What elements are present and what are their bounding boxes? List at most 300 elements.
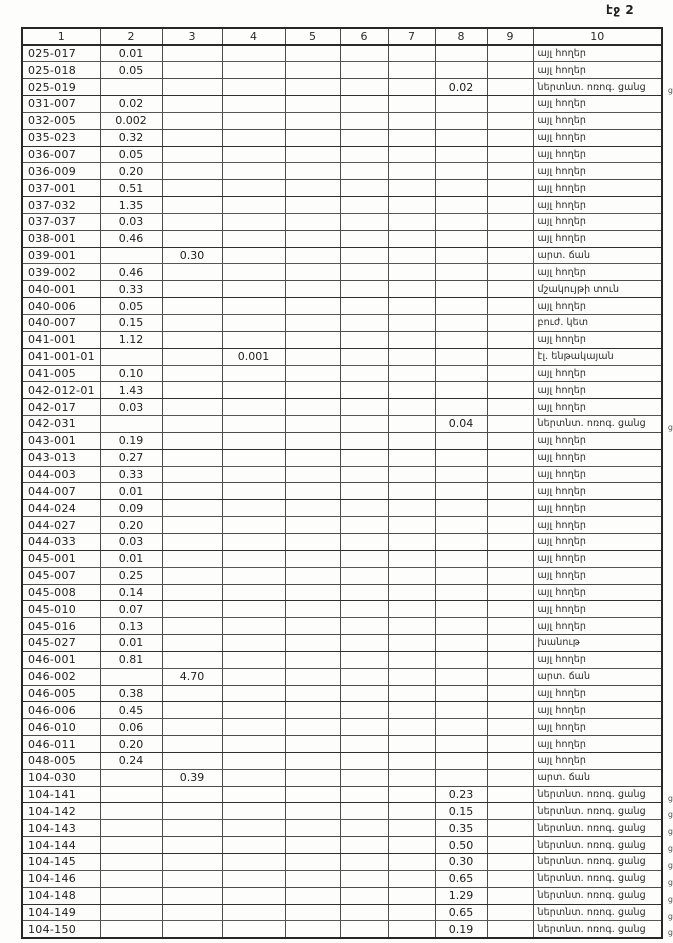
- cell-c8: [435, 601, 487, 618]
- cell-c5: [285, 601, 340, 618]
- cell-c1: 104-144: [22, 837, 100, 854]
- cell-c6: [340, 416, 388, 433]
- cell-c10: ներտնտ. ոռոգ. ցանց ց: [533, 904, 662, 921]
- table-row: [22, 348, 662, 365]
- cell-c6: [340, 786, 388, 803]
- cell-c9: [487, 449, 533, 466]
- cell-c2: 0.03: [100, 213, 162, 230]
- cell-c6: [340, 769, 388, 786]
- table-row: [22, 432, 662, 449]
- cell-c9: [487, 365, 533, 382]
- header-row: [22, 28, 662, 45]
- cell-c9: [487, 618, 533, 635]
- cell-c4: [222, 298, 285, 315]
- cell-c2: 0.01: [100, 635, 162, 652]
- cell-c7: [388, 416, 435, 433]
- cell-c1: 025-019: [22, 79, 100, 96]
- cell-c5: [285, 904, 340, 921]
- cell-c6: [340, 533, 388, 550]
- cell-c6: [340, 803, 388, 820]
- column-header: 10: [533, 28, 662, 45]
- cell-c1: 025-018: [22, 62, 100, 79]
- cell-c10: այլ հողեր: [533, 500, 662, 517]
- cell-c6: [340, 921, 388, 938]
- cell-c6: [340, 79, 388, 96]
- cell-c2: 0.06: [100, 719, 162, 736]
- cell-c8: [435, 769, 487, 786]
- cell-c5: [285, 837, 340, 854]
- table-row: [22, 584, 662, 601]
- cell-c9: [487, 820, 533, 837]
- cell-c2: 0.33: [100, 466, 162, 483]
- cell-c6: [340, 230, 388, 247]
- cell-c6: [340, 348, 388, 365]
- cell-c7: [388, 635, 435, 652]
- cell-c7: [388, 887, 435, 904]
- cell-c4: [222, 96, 285, 113]
- cell-c3: [162, 449, 222, 466]
- cell-c3: [162, 146, 222, 163]
- table-row: [22, 466, 662, 483]
- cell-c5: [285, 197, 340, 214]
- cell-c6: [340, 752, 388, 769]
- cell-c5: [285, 298, 340, 315]
- cell-c5: [285, 854, 340, 871]
- cell-c3: [162, 112, 222, 129]
- cell-c1: 039-001: [22, 247, 100, 264]
- cell-c3: [162, 45, 222, 62]
- cell-c3: 0.39: [162, 769, 222, 786]
- cell-c3: [162, 500, 222, 517]
- column-header: 1: [22, 28, 100, 45]
- cell-c9: [487, 668, 533, 685]
- table-row: [22, 736, 662, 753]
- cell-c8: [435, 264, 487, 281]
- cell-c2: 0.09: [100, 500, 162, 517]
- cell-c8: [435, 449, 487, 466]
- cell-c10: այլ հողեր: [533, 432, 662, 449]
- cell-c3: [162, 685, 222, 702]
- cell-c3: [162, 230, 222, 247]
- cell-c7: [388, 62, 435, 79]
- cell-c2: 1.12: [100, 331, 162, 348]
- cell-c3: [162, 786, 222, 803]
- cell-c5: [285, 921, 340, 938]
- cell-c9: [487, 129, 533, 146]
- cell-c1: 037-032: [22, 197, 100, 214]
- cell-c8: [435, 483, 487, 500]
- cell-c2: 0.14: [100, 584, 162, 601]
- cell-c9: [487, 281, 533, 298]
- table-row: [22, 635, 662, 652]
- cell-c1: 040-001: [22, 281, 100, 298]
- cell-c5: [285, 668, 340, 685]
- cell-c1: 046-001: [22, 651, 100, 668]
- cell-c10: այլ հողեր: [533, 230, 662, 247]
- cell-c10: այլ հողեր: [533, 331, 662, 348]
- cell-c7: [388, 567, 435, 584]
- cell-c1: 046-011: [22, 736, 100, 753]
- cell-c10: այլ հողեր: [533, 550, 662, 567]
- cell-c3: [162, 584, 222, 601]
- cell-c3: [162, 870, 222, 887]
- cell-c6: [340, 500, 388, 517]
- cell-c10: այլ հողեր: [533, 449, 662, 466]
- cell-c7: [388, 112, 435, 129]
- cell-c9: [487, 904, 533, 921]
- cell-c8: 1.29: [435, 887, 487, 904]
- table-row: [22, 298, 662, 315]
- cell-c3: [162, 315, 222, 332]
- cell-c9: [487, 651, 533, 668]
- cell-c5: [285, 331, 340, 348]
- cell-c9: [487, 769, 533, 786]
- cell-c4: [222, 904, 285, 921]
- cell-c1: 046-010: [22, 719, 100, 736]
- cell-c2: [100, 837, 162, 854]
- cell-c8: [435, 146, 487, 163]
- cell-c10: այլ հողեր: [533, 62, 662, 79]
- cell-c9: [487, 163, 533, 180]
- cell-c5: [285, 736, 340, 753]
- table-row: [22, 365, 662, 382]
- cell-c5: [285, 432, 340, 449]
- cell-c3: [162, 163, 222, 180]
- cell-c7: [388, 247, 435, 264]
- cell-c2: 0.25: [100, 567, 162, 584]
- cell-c8: [435, 163, 487, 180]
- table-row: [22, 331, 662, 348]
- cell-c10: մշակույթի տուն: [533, 281, 662, 298]
- cell-c4: [222, 803, 285, 820]
- cell-c10: այլ հողեր: [533, 264, 662, 281]
- cell-c3: [162, 550, 222, 567]
- table-row: [22, 803, 662, 820]
- table-row: [22, 315, 662, 332]
- cell-c4: [222, 719, 285, 736]
- cell-c3: [162, 264, 222, 281]
- cell-c3: [162, 483, 222, 500]
- cell-c8: [435, 668, 487, 685]
- overflow-mark: ց: [667, 911, 673, 921]
- cell-c10: այլ հողեր: [533, 651, 662, 668]
- cell-c8: [435, 466, 487, 483]
- cell-c3: [162, 331, 222, 348]
- cell-c9: [487, 180, 533, 197]
- cell-c8: [435, 550, 487, 567]
- table-row: [22, 62, 662, 79]
- cell-c1: 104-142: [22, 803, 100, 820]
- cell-c10: ներտնտ. ոռոգ. ցանց ց: [533, 837, 662, 854]
- cell-c9: [487, 416, 533, 433]
- table-row: [22, 129, 662, 146]
- cell-c2: 0.13: [100, 618, 162, 635]
- cell-c9: [487, 702, 533, 719]
- cell-c2: 0.10: [100, 365, 162, 382]
- page-number-label: էջ 2: [606, 3, 635, 17]
- cell-c2: [100, 854, 162, 871]
- cell-c6: [340, 854, 388, 871]
- cell-c6: [340, 382, 388, 399]
- cell-c7: [388, 466, 435, 483]
- cell-c1: 104-150: [22, 921, 100, 938]
- cell-c1: 045-001: [22, 550, 100, 567]
- cell-c2: 0.05: [100, 62, 162, 79]
- cell-c5: [285, 315, 340, 332]
- cell-c9: [487, 432, 533, 449]
- cell-c9: [487, 719, 533, 736]
- table-row: [22, 567, 662, 584]
- table-row: [22, 247, 662, 264]
- cell-c4: 0.001: [222, 348, 285, 365]
- cell-c1: 044-024: [22, 500, 100, 517]
- cell-c6: [340, 45, 388, 62]
- cell-c2: 1.43: [100, 382, 162, 399]
- cell-c4: [222, 567, 285, 584]
- cell-c7: [388, 230, 435, 247]
- cell-c2: 0.07: [100, 601, 162, 618]
- cell-c7: [388, 348, 435, 365]
- table-row: [22, 197, 662, 214]
- cell-c1: 031-007: [22, 96, 100, 113]
- cell-c7: [388, 533, 435, 550]
- table-row: [22, 668, 662, 685]
- cell-c8: [435, 315, 487, 332]
- cell-c10: այլ հողեր: [533, 399, 662, 416]
- cell-c10: ներտնտ. ոռոգ. ցանց ց: [533, 921, 662, 938]
- cell-c1: 104-148: [22, 887, 100, 904]
- cell-c8: [435, 298, 487, 315]
- table-row: [22, 550, 662, 567]
- cell-c5: [285, 96, 340, 113]
- cell-c2: 0.01: [100, 483, 162, 500]
- cell-c9: [487, 331, 533, 348]
- cell-c2: 0.19: [100, 432, 162, 449]
- cell-c2: 0.01: [100, 45, 162, 62]
- cell-c8: 0.30: [435, 854, 487, 871]
- cell-c9: [487, 112, 533, 129]
- cell-c6: [340, 315, 388, 332]
- cell-c10: այլ հողեր: [533, 533, 662, 550]
- cell-c9: [487, 382, 533, 399]
- cell-c2: 0.46: [100, 230, 162, 247]
- cell-c8: [435, 247, 487, 264]
- cell-c5: [285, 449, 340, 466]
- cell-c3: [162, 820, 222, 837]
- cell-c10: այլ հողեր: [533, 382, 662, 399]
- cell-c10: ներտնտ. ոռոգ. ցանց ց: [533, 870, 662, 887]
- cell-c6: [340, 180, 388, 197]
- cell-c8: [435, 736, 487, 753]
- cell-c7: [388, 500, 435, 517]
- table-row: [22, 769, 662, 786]
- cell-c2: 0.20: [100, 517, 162, 534]
- cell-c1: 104-143: [22, 820, 100, 837]
- cell-c1: 104-141: [22, 786, 100, 803]
- cell-c4: [222, 854, 285, 871]
- cell-c6: [340, 62, 388, 79]
- cell-c9: [487, 685, 533, 702]
- cell-c8: 0.19: [435, 921, 487, 938]
- table-row: [22, 618, 662, 635]
- table-row: [22, 517, 662, 534]
- cell-c10: ներտնտ. ոռոգ. ցանց ց: [533, 820, 662, 837]
- cell-c10: այլ հողեր: [533, 163, 662, 180]
- cell-c4: [222, 264, 285, 281]
- cell-c5: [285, 769, 340, 786]
- cell-c3: [162, 904, 222, 921]
- cell-c8: [435, 96, 487, 113]
- cell-c4: [222, 416, 285, 433]
- cell-c5: [285, 62, 340, 79]
- cell-c3: [162, 752, 222, 769]
- cell-c4: [222, 365, 285, 382]
- cell-c4: [222, 500, 285, 517]
- table-row: [22, 79, 662, 96]
- cell-c9: [487, 567, 533, 584]
- cell-c7: [388, 752, 435, 769]
- cell-c2: [100, 803, 162, 820]
- cell-c4: [222, 736, 285, 753]
- cell-c10: այլ հողեր: [533, 298, 662, 315]
- cell-c6: [340, 432, 388, 449]
- cell-c1: 040-006: [22, 298, 100, 315]
- cell-c9: [487, 887, 533, 904]
- cell-c7: [388, 870, 435, 887]
- cell-c2: 0.01: [100, 550, 162, 567]
- overflow-mark: ց: [667, 861, 673, 870]
- cell-c1: 036-009: [22, 163, 100, 180]
- cell-c5: [285, 146, 340, 163]
- cell-c10: ներտնտ. ոռոգ. ցանց ց: [533, 887, 662, 904]
- cell-c5: [285, 382, 340, 399]
- cell-c4: [222, 837, 285, 854]
- cell-c4: [222, 382, 285, 399]
- cell-c5: [285, 618, 340, 635]
- cell-c2: 0.05: [100, 146, 162, 163]
- cell-c9: [487, 483, 533, 500]
- cell-c5: [285, 887, 340, 904]
- cell-c3: [162, 62, 222, 79]
- cell-c2: [100, 786, 162, 803]
- cell-c3: [162, 466, 222, 483]
- cell-c8: [435, 399, 487, 416]
- cell-c3: [162, 129, 222, 146]
- overflow-mark: ց: [667, 423, 673, 433]
- cell-c4: [222, 466, 285, 483]
- cell-c10: արտ. ճան: [533, 247, 662, 264]
- cell-c8: 0.23: [435, 786, 487, 803]
- cell-c7: [388, 651, 435, 668]
- cell-c5: [285, 651, 340, 668]
- table-row: [22, 601, 662, 618]
- cell-c8: [435, 517, 487, 534]
- cell-c5: [285, 786, 340, 803]
- cell-c2: 0.20: [100, 163, 162, 180]
- cell-c3: [162, 432, 222, 449]
- cell-c3: [162, 803, 222, 820]
- cell-c8: [435, 197, 487, 214]
- column-header: 7: [388, 28, 435, 45]
- cell-c6: [340, 685, 388, 702]
- cell-c5: [285, 635, 340, 652]
- cell-c4: [222, 685, 285, 702]
- cell-c6: [340, 331, 388, 348]
- cell-c7: [388, 180, 435, 197]
- cell-c10: այլ հողեր: [533, 45, 662, 62]
- cell-c5: [285, 180, 340, 197]
- cell-c6: [340, 247, 388, 264]
- overflow-mark: ց: [667, 928, 673, 938]
- cell-c5: [285, 163, 340, 180]
- cell-c6: [340, 719, 388, 736]
- cell-c10: այլ հողեր: [533, 719, 662, 736]
- cell-c8: 0.15: [435, 803, 487, 820]
- cell-c5: [285, 702, 340, 719]
- cell-c8: [435, 331, 487, 348]
- cell-c5: [285, 550, 340, 567]
- table-row: [22, 837, 662, 854]
- cell-c1: 104-030: [22, 769, 100, 786]
- cell-c8: 0.04: [435, 416, 487, 433]
- cell-c7: [388, 803, 435, 820]
- cell-c10: այլ հողեր: [533, 618, 662, 635]
- cell-c6: [340, 601, 388, 618]
- cell-c5: [285, 112, 340, 129]
- cell-c4: [222, 112, 285, 129]
- cell-c3: [162, 399, 222, 416]
- cell-c5: [285, 685, 340, 702]
- cell-c2: 0.02: [100, 96, 162, 113]
- cell-c4: [222, 702, 285, 719]
- cell-c1: 045-016: [22, 618, 100, 635]
- cell-c4: [222, 483, 285, 500]
- cell-c8: [435, 685, 487, 702]
- cell-c9: [487, 635, 533, 652]
- cell-c5: [285, 584, 340, 601]
- cell-c7: [388, 668, 435, 685]
- cell-c8: [435, 62, 487, 79]
- cell-c5: [285, 533, 340, 550]
- cell-c4: [222, 129, 285, 146]
- cell-c1: 038-001: [22, 230, 100, 247]
- cell-c6: [340, 668, 388, 685]
- cell-c5: [285, 483, 340, 500]
- cell-c2: 0.24: [100, 752, 162, 769]
- cell-c2: 0.51: [100, 180, 162, 197]
- cell-c6: [340, 736, 388, 753]
- cell-c8: 0.65: [435, 870, 487, 887]
- cell-c10: արտ. ճան: [533, 769, 662, 786]
- cell-c10: արտ. ճան: [533, 668, 662, 685]
- table-row: [22, 904, 662, 921]
- cell-c1: 044-033: [22, 533, 100, 550]
- cell-c2: 0.15: [100, 315, 162, 332]
- table-row: [22, 449, 662, 466]
- cell-c1: 042-012-01: [22, 382, 100, 399]
- cell-c10: այլ հողեր: [533, 146, 662, 163]
- cell-c3: [162, 382, 222, 399]
- table-row: [22, 870, 662, 887]
- cell-c1: 041-005: [22, 365, 100, 382]
- cell-c6: [340, 449, 388, 466]
- cell-c4: [222, 635, 285, 652]
- column-header: 5: [285, 28, 340, 45]
- cell-c1: 036-007: [22, 146, 100, 163]
- cell-c8: [435, 432, 487, 449]
- cell-c6: [340, 702, 388, 719]
- cell-c4: [222, 769, 285, 786]
